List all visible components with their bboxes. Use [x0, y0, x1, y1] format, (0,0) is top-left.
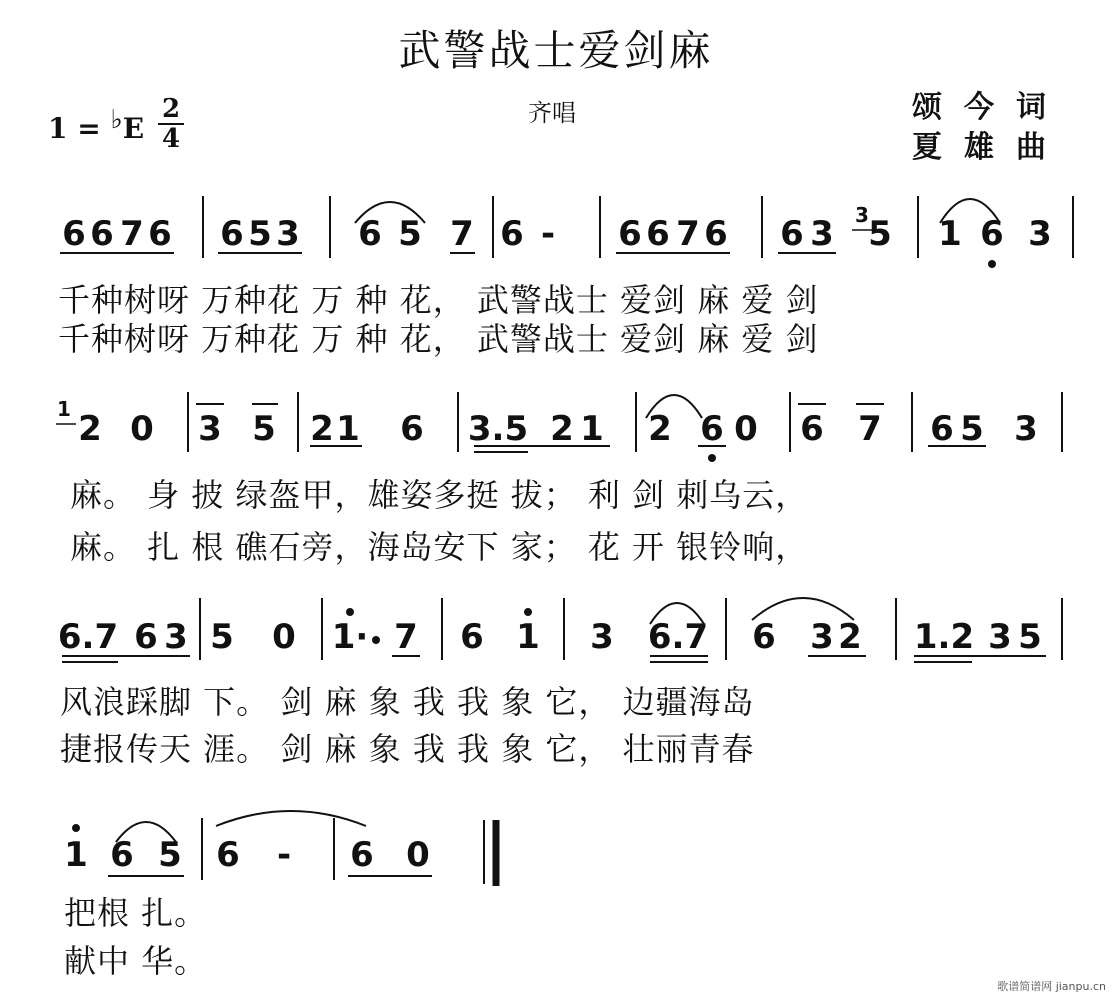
note: 3	[590, 617, 614, 657]
note: 7	[858, 409, 882, 449]
note: 6	[134, 617, 158, 657]
note: 0	[130, 409, 154, 449]
note: 6	[980, 214, 1004, 254]
flat-sign: ♭	[110, 105, 123, 135]
note: 2	[310, 409, 334, 449]
composer-credit: 夏雄曲	[912, 130, 1068, 165]
note: 6	[90, 214, 114, 254]
note: 5	[252, 409, 276, 449]
note: 6	[216, 835, 240, 875]
note: -	[540, 214, 556, 254]
note: 5	[398, 214, 422, 254]
note: 3	[198, 409, 222, 449]
note: 5	[210, 617, 234, 657]
time-top: 2	[161, 94, 181, 124]
note: 7	[676, 214, 700, 254]
note: 6	[358, 214, 382, 254]
note: 1	[938, 214, 962, 254]
note: 3	[276, 214, 300, 254]
key-prefix: 1 =	[48, 112, 111, 145]
note: 2	[648, 409, 672, 449]
note: 6	[780, 214, 804, 254]
song-title: 武警战士爱剑麻	[398, 26, 714, 75]
line1-lyrics-verse2: 千种树呀 万种花 万 种 花， 武警战士 爱剑 麻 爱 剑	[58, 320, 819, 358]
note: 1.2	[913, 617, 975, 657]
note: 1	[516, 617, 540, 657]
note: 3	[1014, 409, 1038, 449]
note: 6	[700, 409, 724, 449]
note: 2	[78, 409, 102, 449]
line3-lyrics-verse2: 捷报传天 涯。 剑 麻 象 我 我 象 它， 壮丽青春	[60, 730, 755, 768]
note: 3	[810, 617, 834, 657]
note: 6	[752, 617, 776, 657]
high-octave-dot	[347, 609, 354, 616]
note: 3.5	[467, 409, 529, 449]
note: 6	[930, 409, 954, 449]
note: 6.7	[647, 617, 709, 657]
note: 6	[110, 835, 134, 875]
note: 6	[62, 214, 86, 254]
note: 6	[646, 214, 670, 254]
note: 0	[406, 835, 430, 875]
time-bottom: 4	[161, 124, 181, 154]
grace-note: 3	[855, 203, 869, 227]
low-octave-dot	[709, 455, 716, 462]
grace-note: 1	[57, 397, 71, 421]
note: 5	[248, 214, 272, 254]
slur	[216, 811, 366, 826]
note: -	[276, 835, 292, 875]
key-note: E	[122, 112, 145, 145]
note: 0	[272, 617, 296, 657]
high-octave-dot	[525, 609, 532, 616]
note: 7	[394, 617, 418, 657]
note: 6.7	[57, 617, 119, 657]
note: 5	[868, 214, 892, 254]
note: 6	[148, 214, 172, 254]
line2-lyrics-verse2: 麻。 扎 根 礁石旁，海岛安下 家； 花 开 银铃响，	[70, 528, 809, 566]
note: 7	[450, 214, 474, 254]
high-octave-dot	[73, 825, 80, 832]
line1-lyrics-verse1: 千种树呀 万种花 万 种 花， 武警战士 爱剑 麻 爱 剑	[58, 281, 819, 319]
note: 6	[800, 409, 824, 449]
note: 3	[810, 214, 834, 254]
note: 0	[734, 409, 758, 449]
note: 3	[164, 617, 188, 657]
line3-lyrics-verse1: 风浪踩脚 下。 剑 麻 象 我 我 象 它， 边疆海岛	[60, 683, 755, 721]
low-octave-dot	[989, 261, 996, 268]
note: 6	[400, 409, 424, 449]
note: 6	[350, 835, 374, 875]
note: 2	[838, 617, 862, 657]
note: 2	[550, 409, 574, 449]
performance-style: 齐唱	[528, 99, 576, 127]
line2-lyrics-verse1: 麻。 身 披 绿盔甲，雄姿多挺 拔； 利 剑 刺乌云，	[70, 476, 809, 514]
note: 5	[960, 409, 984, 449]
note: 7	[120, 214, 144, 254]
note: 6	[704, 214, 728, 254]
note: 6	[500, 214, 524, 254]
note: 1	[580, 409, 604, 449]
note: 1·	[331, 617, 369, 657]
lyricist-credit: 颂今词	[912, 90, 1068, 125]
note: 1	[336, 409, 360, 449]
note: 5	[158, 835, 182, 875]
note: 3	[1028, 214, 1052, 254]
watermark: 歌谱简谱网 jianpu.cn	[997, 980, 1106, 993]
note: 6	[220, 214, 244, 254]
augmentation-dot	[373, 637, 380, 644]
line4-lyrics-verse2: 献中 华。	[64, 942, 208, 980]
note: 1	[64, 835, 88, 875]
note: 6	[460, 617, 484, 657]
note: 3	[988, 617, 1012, 657]
note: 5	[1018, 617, 1042, 657]
note: 6	[618, 214, 642, 254]
line4-lyrics-verse1: 把根 扎。	[64, 894, 208, 932]
